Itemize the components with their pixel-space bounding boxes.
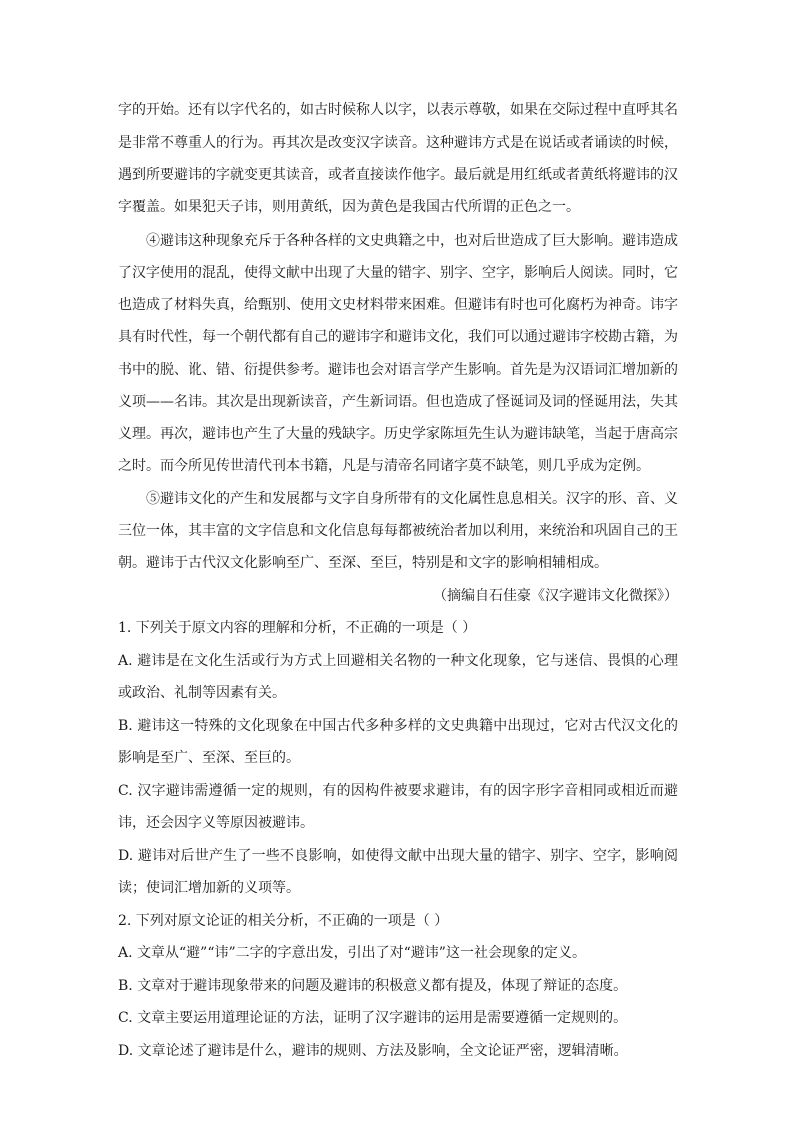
p4-line-1: ④避讳这种现象充斥于各种各样的文史典籍之中，也对后世造成了巨大影响。避讳造成 — [146, 233, 678, 249]
q2-option-c: C. 文章主要运用道理论证的方法，证明了汉字避讳的运用是需要遵循一定规则的。 — [118, 1010, 628, 1026]
p3-line-2: 是非常不尊重人的行为。再其次是改变汉字读音。这种避讳方式是在说话或者诵读的时候， — [118, 135, 678, 151]
p4-line-8: 之时。而今所见传世清代刊本书籍，凡是与清帝名同诸字莫不缺笔，则几乎成为定例。 — [118, 458, 650, 474]
p4-line-2: 了汉字使用的混乱，使得文献中出现了大量的错字、别字、空字，影响后人阅读。同时，它 — [118, 265, 678, 281]
q2-option-b: B. 文章对于避讳现象带来的问题及避讳的积极意义都有提及，体现了辩证的态度。 — [118, 978, 628, 994]
q1-option-a-line-2: 或政治、礼制等因素有关。 — [118, 685, 286, 701]
q2-option-a: A. 文章从“避”“讳”二字的字意出发，引出了对“避讳”这一社会现象的定义。 — [118, 945, 586, 961]
p5-line-3: 朝。避讳于古代汉文化影响至广、至深、至巨，特别是和文字的影响相辅相成。 — [118, 555, 608, 571]
p4-line-4: 具有时代性，每一个朝代都有自己的避讳字和避讳文化，我们可以通过避讳字校勘古籍，为 — [118, 329, 678, 345]
q1-option-d-line-1: D. 避讳对后世产生了一些不良影响，如使得文献中出现大量的错字、别字、空字，影响阅 — [118, 848, 678, 864]
q1-option-c-line-2: 讳，还会因字义等原因被避讳。 — [118, 815, 314, 831]
q1-option-c-line-1: C. 汉字避讳需遵循一定的规则，有的因构件被要求避讳，有的因字形字音相同或相近而避 — [118, 783, 678, 799]
p4-line-6: 义项——名讳。其次是出现新读音，产生新词语。但也造成了怪诞词及词的怪诞用法，失其 — [118, 394, 678, 410]
p4-line-3: 也造成了材料失真，给甄别、使用文史材料带来困难。但避讳有时也可化腐朽为神奇。讳字 — [118, 297, 678, 313]
q1-option-d-line-2: 读；使词汇增加新的义项等。 — [118, 880, 300, 896]
p3-line-1: 字的开始。还有以字代名的，如古时候称人以字，以表示尊敬，如果在交际过程中直呼其名 — [118, 102, 678, 118]
p3-line-4: 字覆盖。如果犯天子讳，则用黄纸，因为黄色是我国古代所谓的正色之一。 — [118, 199, 580, 215]
source-citation: （摘编自石佳豪《汉字避讳文化微探》） — [433, 588, 678, 604]
p4-line-5: 书中的脱、讹、错、衍提供参考。避讳也会对语言学产生影响。首先是为汉语词汇增加新的 — [118, 362, 678, 378]
question-1-stem: 1. 下列关于原文内容的理解和分析，不正确的一项是（ ） — [118, 620, 477, 636]
p5-line-1: ⑤避讳文化的产生和发展都与文字自身所带有的文化属性息息相关。汉字的形、音、义 — [146, 491, 678, 507]
q2-option-d: D. 文章论述了避讳是什么，避讳的规则、方法及影响，全文论证严密，逻辑清晰。 — [118, 1043, 628, 1059]
q1-option-b-line-1: B. 避讳这一特殊的文化现象在中国古代多种多样的文史典籍中出现过，它对古代汉文化的 — [118, 718, 678, 734]
q1-option-a-line-1: A. 避讳是在文化生活或行为方式上回避相关名物的一种文化现象，它与迷信、畏惧的心理 — [118, 653, 678, 669]
p3-line-3: 遇到所要避讳的字就变更其读音，或者直接读作他字。最后就是用红纸或者黄纸将避讳的汉 — [118, 167, 678, 183]
q1-option-b-line-2: 影响是至广、至深、至巨的。 — [118, 750, 300, 766]
p5-line-2: 三位一体，其丰富的文字信息和文化信息每每都被统治者加以利用，来统治和巩固自己的王 — [118, 523, 678, 539]
question-2-stem: 2. 下列对原文论证的相关分析，不正确的一项是（ ） — [118, 913, 449, 929]
p4-line-7: 义理。再次，避讳也产生了大量的残缺字。历史学家陈垣先生认为避讳缺笔，当起于唐高宗 — [118, 426, 678, 442]
